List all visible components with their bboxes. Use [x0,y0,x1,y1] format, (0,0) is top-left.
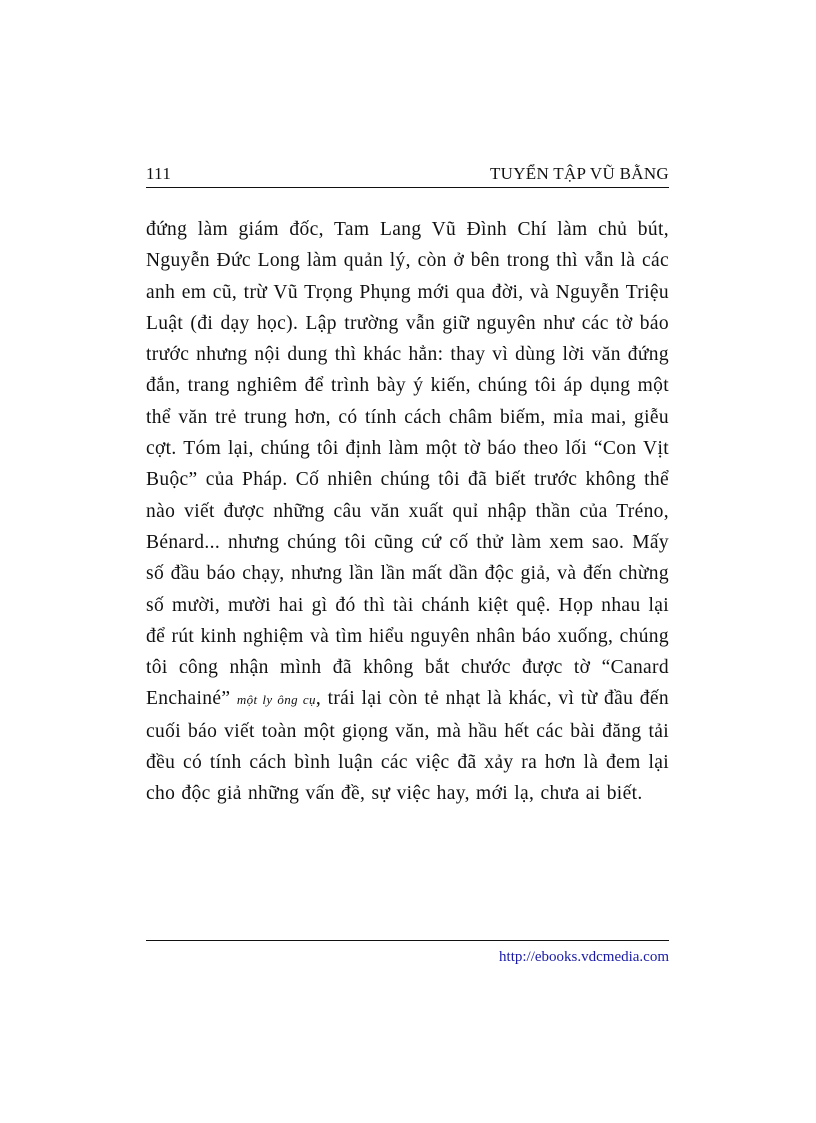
footer-url-link[interactable]: http://ebooks.vdcmedia.com [499,949,669,965]
body-text-part-1: đứng làm giám đốc, Tam Lang Vũ Đình Chí làm chủ bút, Nguyễn Đức Long làm quản lý, còn ở bên trong thì vẫn là các anh em cũ, trừ Vũ Trọng Phụng mới qua đời, và Nguyễn Triệu Luật (đi dạy học). Lập trường vẫn giữ nguyên như các tờ báo trước nhưng nội dung thì khác hẳn: thay vì dùng lời văn đứng đắn, trang nghiêm để trình bày ý kiến, chúng tôi áp dụng một thể văn trẻ trung hơn, có tính cách châm biếm, mỉa mai, giễu cợt. Tóm lại, chúng tôi định làm một tờ báo theo lối “Con Vịt Buộc” của Pháp. Cố nhiên chúng tôi đã biết trước không thể nào viết được những câu văn xuất quỉ nhập thần của Tréno, Bénard... nhưng chúng tôi cũng cứ cố thử làm xem sao. Mấy số đầu báo chạy, nhưng lần lần mất dần độc giả, và đến chừng số mười, mười hai gì đó thì tài chánh kiệt quệ. Họp nhau lại để rút kinh nghiệm và tìm hiểu nguyên nhân báo xuống, chúng tôi công nhận mình đã không bắt chước được tờ “Canard Enchainé” [146,219,669,710]
body-text-part-2: , trái lại còn tẻ nhạt là khác, vì từ đầu đến cuối báo viết toàn một giọng văn, mà hầu hết các bài đăng tải đều có tính cách bình luận các việc đã xảy ra hơn là đem lại cho độc giả những vấn đề, sự việc hay, mới lạ, chưa ai biết. [146,688,670,805]
page-number: 111 [146,164,172,183]
footer-divider [146,940,669,941]
header-divider [146,187,669,188]
italic-note: một ly ông cụ [236,692,316,708]
page-header [146,164,669,186]
body-paragraph [146,214,669,810]
book-title: TUYỂN TẬP VŨ BẰNG [489,164,669,183]
